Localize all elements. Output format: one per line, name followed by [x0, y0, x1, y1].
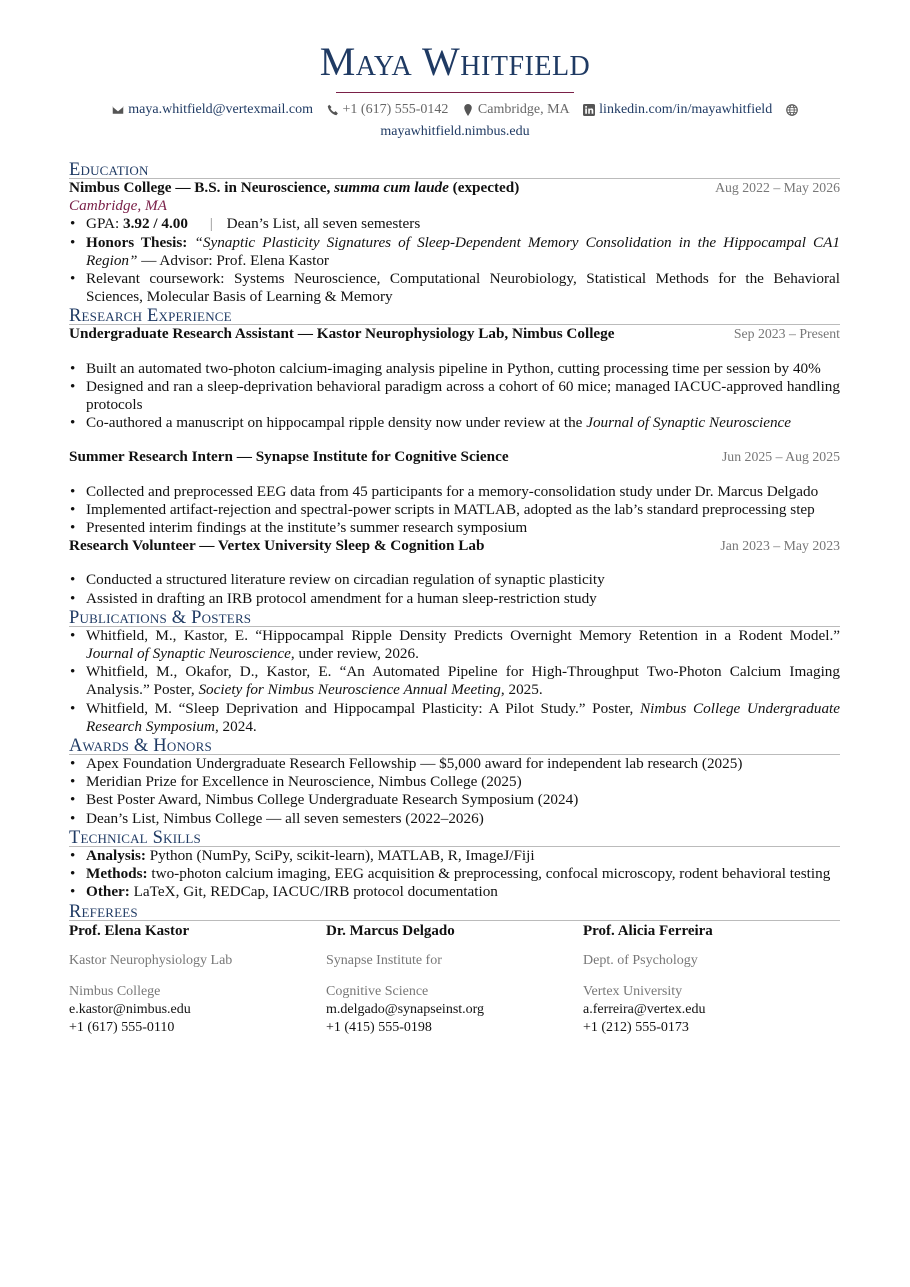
section-awards [69, 738, 840, 755]
section-title: Publications & Posters [69, 607, 252, 628]
education-place: Cambridge, MA [69, 197, 167, 215]
referee-phone: +1 (212) 555-0173 [583, 1019, 689, 1035]
list-item: • Built an automated two-photon calcium-imaging analysis pipeline in Python, cutting processing time per session by 40% [69, 360, 840, 378]
skill-item [69, 847, 840, 865]
contact-website[interactable] [786, 104, 798, 116]
list-item [69, 215, 840, 233]
phone-text: +1 (617) 555-0142 [342, 102, 449, 117]
contact-bar [0, 100, 910, 141]
referee-name: Dr. Marcus Delgado [326, 922, 455, 939]
referee-email[interactable]: e.kastor@nimbus.edu [69, 1001, 191, 1017]
pub-suffix: , under review, 2026. [290, 645, 419, 663]
awards-list [69, 755, 840, 828]
pub-suffix: , 2025. [500, 681, 543, 699]
publication-item [69, 700, 840, 736]
section-title: Awards & Honors [69, 736, 212, 757]
job-entry [69, 448, 840, 466]
thesis-label: Honors Thesis: [86, 233, 188, 251]
location-text: Cambridge, MA [477, 102, 570, 117]
skill-label: Other: [86, 883, 130, 901]
job-title: Undergraduate Research Assistant — Kastor Neurophysiology Lab, Nimbus College [69, 325, 615, 343]
list-item: • Assisted in drafting an IRB protocol amendment for a human sleep-restriction study [69, 590, 840, 608]
thesis-advisor: — Advisor: Prof. Elena Kastor [141, 251, 329, 269]
contact-email[interactable] [112, 100, 313, 119]
section-rule [69, 920, 840, 921]
job-bullets [69, 483, 840, 538]
referee-affil: Nimbus College [69, 983, 161, 999]
referee-grid [69, 921, 840, 1037]
referee-affil: Vertex University [583, 983, 683, 999]
pub-venue: Society for Nimbus Neuroscience Annual Meeting [198, 681, 501, 699]
list-item [69, 414, 840, 432]
referee-affil: Synapse Institute for [326, 952, 442, 968]
skill-text: two-photon calcium imaging, EEG acquisition & preprocessing, confocal microscopy, rodent behavioral testing [151, 865, 831, 883]
section-publications [69, 607, 840, 628]
education-dates: Aug 2022 – May 2026 [715, 180, 840, 195]
section-education [69, 162, 840, 179]
referee-phone: +1 (415) 555-0198 [326, 1019, 432, 1035]
skill-item [69, 883, 840, 901]
section-referees [69, 901, 840, 922]
referee-phone: +1 (617) 555-0110 [69, 1019, 175, 1035]
job-bullets [69, 360, 840, 433]
gpa-label: GPA: [86, 215, 120, 233]
pub-venue: Nimbus College Undergraduate Research Symposium [86, 699, 840, 735]
linkedin-icon [583, 104, 595, 116]
pub-citation: Whitfield, M., Kastor, E. “Hippocampal Ripple Density Predicts Overnight Memory Retention in a Rodent Model.” [86, 626, 840, 644]
referee-affil: Cognitive Science [326, 983, 429, 999]
deans-list: Dean’s List, all seven semesters [226, 215, 421, 233]
section-research [69, 308, 840, 325]
pub-citation: Whitfield, M. “Sleep Deprivation and Hippocampal Plasticity: A Pilot Study.” Poster, [86, 699, 634, 717]
skill-text: Python (NumPy, SciPy, scikit-learn), MATLAB, R, ImageJ/Fiji [149, 846, 535, 864]
contact-phone [327, 100, 449, 119]
award-item: • Apex Foundation Undergraduate Research Fellowship — $5,000 award for independent lab research (2025) [69, 755, 840, 773]
referee-affil: Dept. of Psychology [583, 952, 698, 968]
publication-item [69, 663, 840, 699]
education-bullets [69, 215, 840, 306]
referee-card [326, 921, 583, 1037]
phone-icon [327, 104, 339, 116]
section-rule [69, 178, 840, 179]
skills-list [69, 847, 840, 902]
candidate-name: Maya Whitfield [319, 39, 591, 84]
skill-text: LaTeX, Git, REDCap, IACUC/IRB protocol documentation [133, 883, 498, 901]
journal-name: Journal of Synaptic Neuroscience [586, 414, 792, 432]
referee-name: Prof. Elena Kastor [69, 922, 190, 939]
pub-citation: Whitfield, M., Okafor, D., Kastor, E. “An Automated Pipeline for High-Throughput Two-Photon Calcium Imaging Analysis.” Poster, [86, 663, 840, 699]
email-link[interactable]: maya.whitfield@vertexmail.com [128, 102, 314, 117]
list-item: • Implemented artifact-rejection and spectral-power scripts in MATLAB, adopted as the lab’s standard preprocessing step [69, 501, 840, 519]
skill-label: Analysis: [86, 846, 146, 864]
section-title: Referees [69, 901, 138, 922]
section-rule [69, 324, 840, 325]
job-bullets [69, 571, 840, 607]
job-dates: Jan 2023 – May 2023 [720, 538, 840, 554]
section-title: Technical Skills [69, 827, 201, 848]
pub-suffix: , 2024. [214, 717, 257, 735]
pub-venue: Journal of Synaptic Neuroscience [86, 645, 291, 663]
referee-email[interactable]: m.delgado@synapseinst.org [326, 1001, 485, 1017]
bullet-text: Co-authored a manuscript on hippocampal ripple density now under review at the [86, 414, 583, 432]
publication-item [69, 627, 840, 663]
school-degree: Nimbus College — B.S. in Neuroscience, [69, 179, 331, 196]
degree-line [69, 179, 519, 197]
list-item: • Collected and preprocessed EEG data from 45 participants for a memory-consolidation study under Dr. Marcus Delgado [69, 483, 840, 501]
job-title: Summer Research Intern — Synapse Institute for Cognitive Science [69, 448, 509, 466]
referee-email[interactable]: a.ferreira@vertex.edu [583, 1001, 706, 1017]
education-entry [69, 179, 840, 197]
list-item: • Conducted a structured literature review on circadian regulation of synaptic plasticity [69, 571, 840, 589]
section-skills [69, 827, 840, 848]
award-item: • Meridian Prize for Excellence in Neuroscience, Nimbus College (2025) [69, 773, 840, 791]
job-dates: Sep 2023 – Present [733, 326, 840, 342]
website-link[interactable]: mayawhitfield.nimbus.edu [380, 123, 530, 139]
job-entry [69, 325, 840, 343]
resume-body [69, 160, 840, 1037]
map-pin-icon [462, 104, 474, 116]
name-underline [336, 92, 574, 93]
gpa-value: 3.92 / 4.00 [123, 215, 188, 233]
section-title: Education [69, 160, 149, 180]
skill-item [69, 865, 840, 883]
referee-name: Prof. Alicia Ferreira [583, 922, 713, 939]
contact-linkedin[interactable] [583, 100, 772, 119]
gpa-separator: | [209, 215, 213, 233]
award-item: • Best Poster Award, Nimbus College Undergraduate Research Symposium (2024) [69, 791, 840, 809]
contact-location [462, 100, 570, 119]
globe-icon [786, 104, 798, 116]
honors-latin: summa cum laude [334, 179, 449, 196]
job-title: Research Volunteer — Vertex University Sleep & Cognition Lab [69, 537, 485, 555]
job-entry [69, 537, 840, 555]
list-item: • Presented interim findings at the institute’s summer research symposium [69, 519, 840, 537]
expected-label: (expected) [452, 179, 520, 196]
skill-label: Methods: [86, 865, 148, 883]
list-item [69, 234, 840, 270]
referee-card [583, 921, 840, 1037]
envelope-icon [112, 104, 124, 116]
linkedin-link[interactable]: linkedin.com/in/mayawhitfield [599, 102, 773, 117]
referee-card [69, 921, 326, 1037]
job-dates: Jun 2025 – Aug 2025 [721, 449, 840, 465]
thesis-title: “Synaptic Plasticity Signatures of Sleep-Dependent Memory Consolidation in the Hippocampal CA1 Region” [86, 233, 841, 269]
publication-list [69, 627, 840, 736]
list-item: • Designed and ran a sleep-deprivation behavioral paradigm across a cohort of 60 mice; managed IACUC-approved handling protocols [69, 378, 840, 414]
award-item: • Dean’s List, Nimbus College — all seven semesters (2022–2026) [69, 810, 840, 828]
list-item: • Relevant coursework: Systems Neuroscience, Computational Neurobiology, Statistical Methods for the Behavioral Sciences, Molecular Basis of Learning & Memory [69, 270, 840, 306]
section-title: Research Experience [69, 306, 232, 327]
referee-affil: Kastor Neurophysiology Lab [69, 952, 233, 968]
